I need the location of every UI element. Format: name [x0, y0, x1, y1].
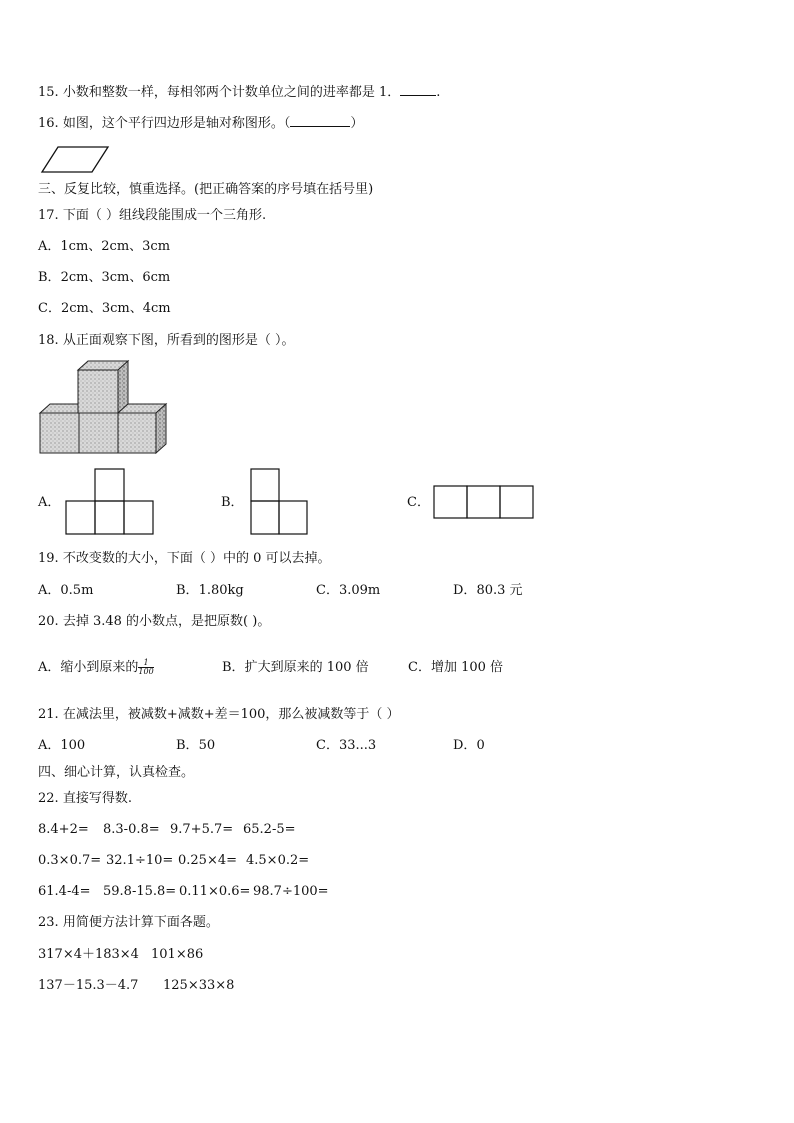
option-c-figure[interactable]	[433, 485, 535, 521]
question-text: 用简便方法计算下面各题。	[62, 915, 219, 930]
calc-item: 59.8-15.8=	[103, 884, 177, 899]
question-21	[38, 706, 400, 724]
option-a[interactable]: A．缩小到原来的 $\frac{1}{100}$	[38, 658, 154, 676]
answer-blank[interactable]	[290, 114, 350, 127]
question-text: 直接写得数.	[62, 791, 132, 806]
question-number: 17.	[38, 208, 59, 223]
calc-item: 98.7÷100=	[253, 884, 329, 899]
calc-item: 4.5×0.2=	[246, 853, 310, 868]
question-number: 19.	[38, 551, 59, 566]
option-b[interactable]: B．	[221, 495, 244, 510]
calc-item: 65.2-5=	[243, 822, 296, 837]
option-c[interactable]: C．增加 100 倍	[408, 660, 504, 675]
option-a[interactable]: A．	[38, 495, 61, 510]
section-4-title: 四、细心计算，认真检查。	[38, 765, 195, 780]
option-c[interactable]: C．	[407, 495, 430, 510]
calc-item: 101×86	[151, 947, 204, 962]
option-b[interactable]: B．扩大到原来的 100 倍	[222, 660, 369, 675]
option-a[interactable]: A．0.5m	[38, 583, 94, 598]
parallelogram-figure	[40, 145, 112, 175]
calc-item: 317×4＋183×4	[38, 947, 139, 962]
calc-item: 8.4+2=	[38, 822, 89, 837]
calc-item: 0.25×4=	[178, 853, 238, 868]
question-number: 22.	[38, 791, 59, 806]
question-number: 21.	[38, 707, 59, 722]
question-15: 15. 小数和整数一样，每相邻两个计数单位之间的进率都是 1． .	[38, 85, 441, 100]
calc-item: 0.11×0.6=	[179, 884, 251, 899]
question-text: 去掉 3.48 的小数点，是把原数( )。	[62, 614, 271, 629]
section-3-title: 三、反复比较，慎重选择。(把正确答案的序号填在括号里)	[38, 182, 374, 197]
calc-item: 137－15.3－4.7	[38, 978, 139, 993]
option-b-figure[interactable]	[250, 468, 310, 536]
question-16: 16. 如图，这个平行四边形是轴对称图形。（ ）	[38, 116, 364, 131]
calc-item: 61.4-4=	[38, 884, 91, 899]
option-b[interactable]: B．50	[176, 738, 216, 753]
question-text: 从正面观察下图，所看到的图形是（ ）。	[62, 333, 295, 348]
question-18	[38, 332, 294, 350]
option-b[interactable]: B．2cm、3cm、6cm	[38, 270, 171, 285]
question-number: 23.	[38, 915, 59, 930]
answer-blank[interactable]	[400, 83, 436, 96]
fraction: $\frac{1}{100}$	[138, 658, 154, 676]
question-text: 下面（ ）组线段能围成一个三角形.	[62, 208, 267, 223]
question-text: 小数和整数一样，每相邻两个计数单位之间的进率都是 1．	[62, 85, 401, 100]
question-text: 如图，这个平行四边形是轴对称图形。（	[62, 116, 291, 131]
calc-item: 9.7+5.7=	[170, 822, 234, 837]
question-number: 18.	[38, 333, 59, 348]
option-a-figure[interactable]	[65, 468, 155, 536]
question-22	[38, 790, 132, 808]
option-a[interactable]: A．1cm、2cm、3cm	[38, 239, 171, 254]
calc-item: 8.3-0.8=	[103, 822, 160, 837]
option-c[interactable]: C．2cm、3cm、4cm	[38, 301, 171, 316]
question-number: 20.	[38, 614, 59, 629]
option-c[interactable]: C．3.09m	[316, 583, 381, 598]
question-23	[38, 914, 219, 932]
option-c[interactable]: C．33...3	[316, 738, 377, 753]
calc-item: 0.3×0.7=	[38, 853, 102, 868]
question-17	[38, 207, 266, 225]
option-a[interactable]: A．100	[38, 738, 86, 753]
calc-item: 125×33×8	[163, 978, 235, 993]
question-19	[38, 550, 331, 568]
option-d[interactable]: D．0	[453, 738, 485, 753]
question-number: 15.	[38, 85, 59, 100]
cube-stack-figure	[38, 358, 173, 458]
option-b[interactable]: B．1.80kg	[176, 583, 244, 598]
question-text: 不改变数的大小，下面（ ）中的 0 可以去掉。	[62, 551, 331, 566]
question-20	[38, 613, 270, 631]
question-number: 16.	[38, 116, 59, 131]
option-d[interactable]: D．80.3 元	[453, 583, 523, 598]
calc-item: 32.1÷10=	[106, 853, 174, 868]
question-text: 在减法里，被减数+减数+差＝100，那么被减数等于（ ）	[62, 707, 400, 722]
